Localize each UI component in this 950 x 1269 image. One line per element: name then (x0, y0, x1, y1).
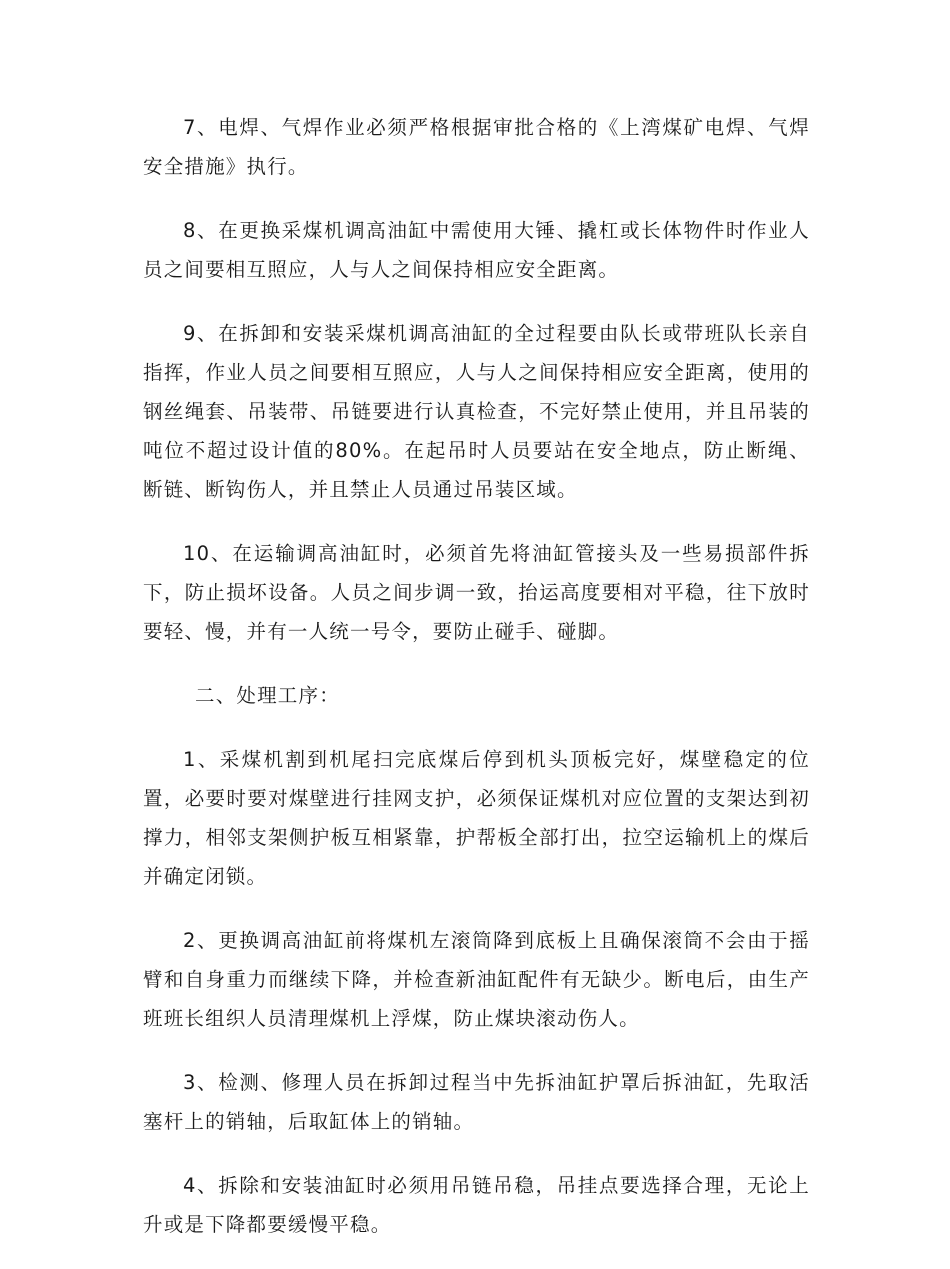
procedure-step-1: 1、采煤机割到机尾扫完底煤后停到机头顶板完好，煤壁稳定的位置，必要时要对煤壁进行挂网支护，必须保证煤机对应位置的支架达到初撑力，相邻支架侧护板互相紧靠，护帮板全部打出，拉空运输机上的煤后并确定闭锁。 (143, 748, 810, 888)
procedure-step-3: 3、检测、修理人员在拆卸过程当中先拆油缸护罩后拆油缸，先取活塞杆上的销轴，后取缸体上的销轴。 (143, 1071, 810, 1133)
procedure-step-4: 4、拆除和安装油缸时必须用吊链吊稳，吊挂点要选择合理，无论上升或是下降都要缓慢平稳。 (143, 1174, 810, 1236)
paragraph-9: 9、在拆卸和安装采煤机调高油缸的全过程要由队长或带班队长亲自指挥，作业人员之间要相互照应，人与人之间保持相应安全距离，使用的钢丝绳套、吊装带、吊链要进行认真检查，不完好禁止使用，并且吊装的吨位不超过设计值的80%。在起吊时人员要站在安全地点，防止断绳、断链、断钩伤人，并且禁止人员通过吊装区域。 (143, 322, 810, 501)
section-heading: 二、处理工序： (195, 684, 340, 707)
paragraph-7: 7、电焊、气焊作业必须严格根据审批合格的《上湾煤矿电焊、气焊安全措施》执行。 (143, 116, 810, 178)
procedure-step-2: 2、更换调高油缸前将煤机左滚筒降到底板上且确保滚筒不会由于摇臂和自身重力而继续下降，并检查新油缸配件有无缺少。断电后，由生产班班长组织人员清理煤机上浮煤，防止煤块滚动伤人。 (143, 929, 810, 1030)
document-body (143, 108, 810, 1269)
paragraph-8: 8、在更换采煤机调高油缸中需使用大锤、撬杠或长体物件时作业人员之间要相互照应，人与人之间保持相应安全距离。 (143, 219, 810, 281)
paragraph-10: 10、在运输调高油缸时，必须首先将油缸管接头及一些易损部件拆下，防止损坏设备。人员之间步调一致，抬运高度要相对平稳，往下放时要轻、慢，并有一人统一号令，要防止碰手、碰脚。 (143, 542, 810, 643)
